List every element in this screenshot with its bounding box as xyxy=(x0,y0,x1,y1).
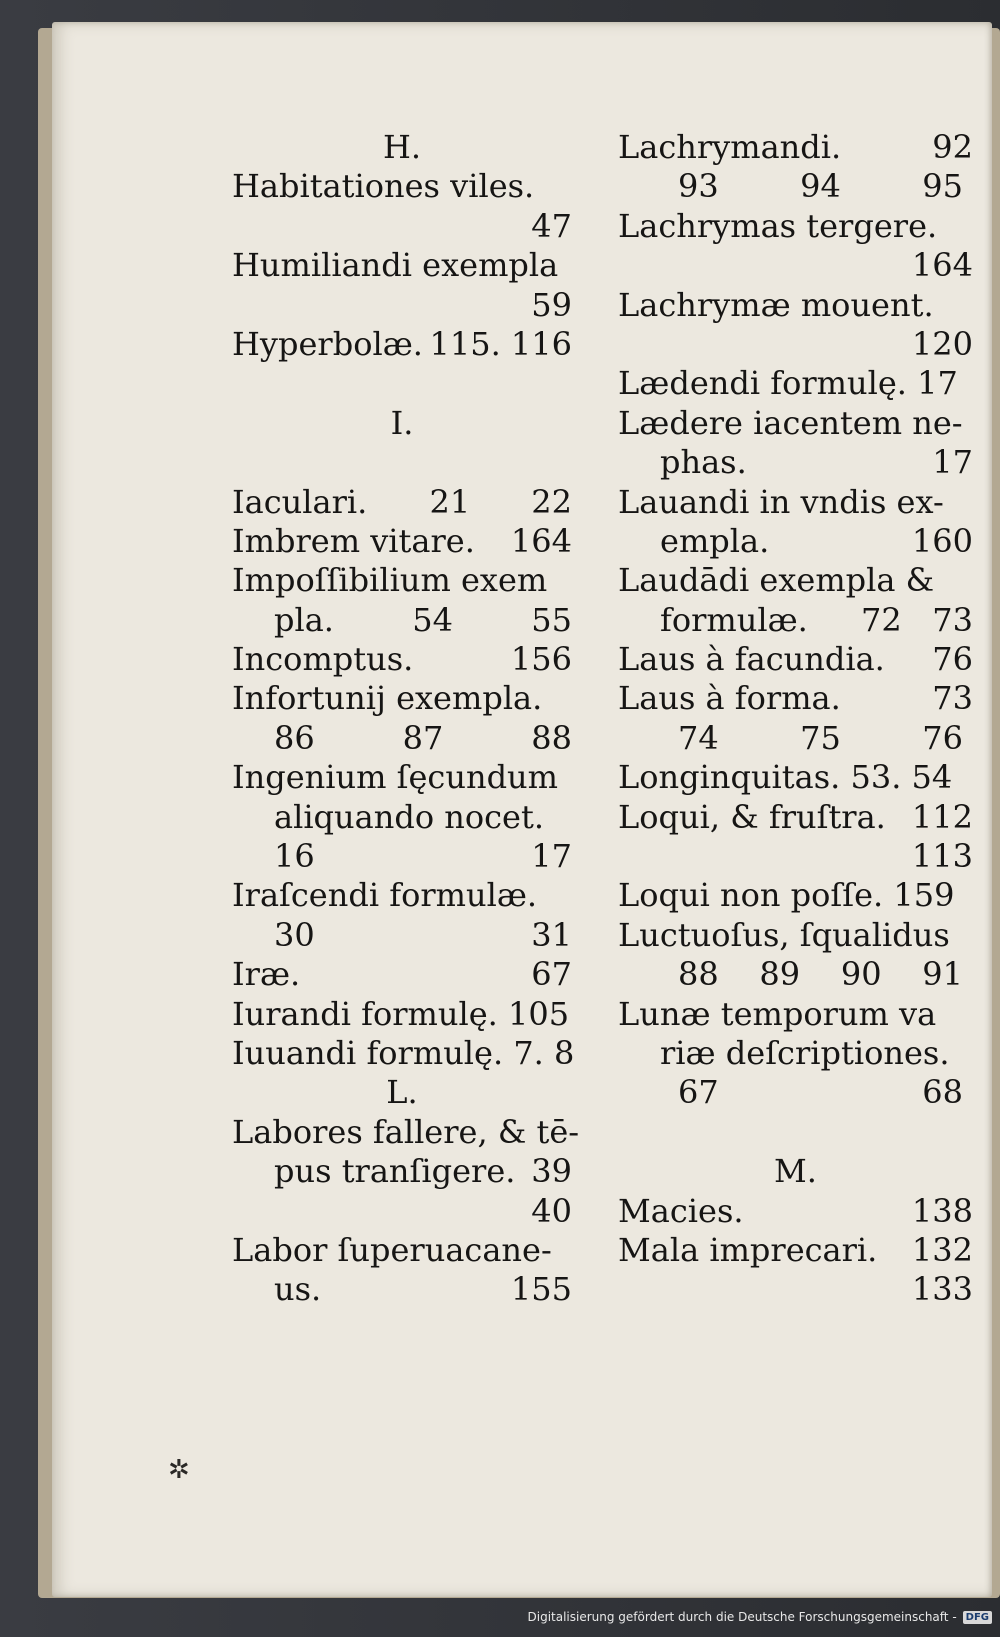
index-line xyxy=(232,325,572,364)
page-number: 92 xyxy=(932,128,973,166)
page-number: 138 xyxy=(911,1191,973,1230)
index-line xyxy=(232,1270,572,1309)
index-line xyxy=(232,522,572,561)
page-number: 87 xyxy=(402,718,444,757)
index-line xyxy=(232,758,572,797)
index-entry: Loqui, & fruſtra. xyxy=(618,797,886,836)
index-line xyxy=(232,286,572,325)
index-entry-continuation: formulæ. xyxy=(660,600,808,639)
index-line xyxy=(618,837,973,876)
index-entry: Imbrem vitare. xyxy=(232,521,475,560)
index-entry: Ingenium ſęcundum xyxy=(232,758,558,797)
page-number: 17 xyxy=(932,443,973,482)
page-number: 54 xyxy=(412,600,453,639)
index-entry: Macies. xyxy=(618,1191,744,1230)
index-entry: Iuuandi formulę. 7. 8 xyxy=(232,1033,575,1072)
index-entry: Lunæ temporum va xyxy=(618,994,937,1033)
index-entry-continuation: phas. xyxy=(660,443,747,482)
index-line xyxy=(618,601,973,640)
index-line xyxy=(618,483,973,522)
page-number: 74 xyxy=(678,718,719,757)
page-number: 164 xyxy=(911,246,973,285)
page-number: 55 xyxy=(531,600,572,639)
index-line xyxy=(232,1231,572,1270)
index-line xyxy=(618,1270,973,1309)
index-line xyxy=(232,916,572,955)
index-line xyxy=(618,1231,973,1270)
index-entry: Habitationes viles. xyxy=(232,167,535,206)
page-number: 39 xyxy=(531,1152,572,1191)
index-line xyxy=(618,364,973,403)
index-line xyxy=(618,522,973,561)
index-line xyxy=(618,995,973,1034)
page-number: 16 xyxy=(274,837,315,876)
index-entry: Longinquitas. 53. 54 xyxy=(618,758,953,797)
index-entry: Iaculari. xyxy=(232,482,368,521)
index-entry: Hyperbolæ. xyxy=(232,324,423,363)
index-line xyxy=(618,286,973,325)
page-number: 89 xyxy=(759,955,801,994)
index-line xyxy=(232,837,572,876)
index-line xyxy=(618,1034,973,1073)
index-line xyxy=(618,679,973,718)
index-line xyxy=(232,1073,572,1112)
index-line xyxy=(618,128,973,167)
page-number: 21 22 xyxy=(429,482,572,521)
index-line xyxy=(618,246,973,285)
page-number: 94 xyxy=(800,167,841,206)
page-number: 164 xyxy=(510,521,572,560)
index-line xyxy=(232,561,572,600)
page-number: 112 xyxy=(911,797,973,836)
section-letter: I. xyxy=(390,403,414,442)
ornament-icon: ✲ xyxy=(168,1455,190,1485)
page-number: 160 xyxy=(911,521,973,560)
page-number: 156 xyxy=(510,640,572,679)
index-entry-continuation: aliquando nocet. xyxy=(274,797,545,836)
page-number: 17 xyxy=(531,837,572,876)
blank-line xyxy=(232,364,572,403)
index-line xyxy=(232,719,572,758)
footer-text: Digitalisierung gefördert durch die Deutsche Forschungsgemeinschaft - xyxy=(527,1610,957,1624)
index-line xyxy=(232,207,572,246)
index-line xyxy=(618,443,973,482)
page-number: 76 xyxy=(922,718,963,757)
index-line xyxy=(232,601,572,640)
page-number: 88 xyxy=(531,718,572,757)
index-column-left xyxy=(232,128,580,1310)
page-number: 68 xyxy=(922,1073,963,1112)
page-number: 115. 116 xyxy=(429,324,572,363)
index-entry: Iræ. xyxy=(232,955,301,994)
blank-line xyxy=(232,443,572,482)
index-entry: Lachrymas tergere. xyxy=(618,206,938,245)
index-line xyxy=(618,798,973,837)
page-number: 30 xyxy=(274,915,315,954)
page-number: 59 xyxy=(531,285,572,324)
index-line xyxy=(232,955,572,994)
page-number: 91 xyxy=(922,955,963,994)
index-line xyxy=(618,1152,973,1191)
index-entry-continuation: riæ deſcriptiones. xyxy=(660,1033,950,1072)
blank-line xyxy=(618,1113,973,1152)
page-number: 113 xyxy=(911,837,973,876)
index-entry-continuation: us. xyxy=(274,1270,322,1309)
page-number: 133 xyxy=(911,1270,973,1309)
index-line xyxy=(232,1112,580,1152)
page-number: 120 xyxy=(911,324,973,363)
index-entry: Lachrymandi. xyxy=(618,128,842,166)
page-number: 67 xyxy=(678,1073,719,1112)
page-number: 76 xyxy=(932,640,973,679)
index-line xyxy=(618,719,973,758)
page-number: 47 xyxy=(531,206,572,245)
index-entry: Laudādi exempla & xyxy=(618,561,935,600)
index-entry: Humiliandi exempla xyxy=(232,246,559,285)
page-number: 31 xyxy=(531,915,572,954)
index-entry: Laus à facundia. xyxy=(618,640,885,679)
page-number: 75 xyxy=(800,718,841,757)
page-number: 67 xyxy=(531,955,572,994)
index-entry-continuation: empla. xyxy=(660,521,770,560)
index-entry: Lachrymæ mouent. xyxy=(618,285,934,324)
section-letter: L. xyxy=(386,1073,418,1112)
page-number: 40 xyxy=(531,1191,572,1230)
index-entry: Luctuoſus, ſqualidus xyxy=(618,915,950,954)
index-line xyxy=(232,128,572,167)
index-line xyxy=(618,640,973,679)
index-line xyxy=(232,679,572,718)
section-letter: H. xyxy=(382,128,422,166)
index-line xyxy=(232,798,572,837)
index-entry: Laus à forma. xyxy=(618,679,841,718)
index-line xyxy=(232,1152,572,1191)
index-line xyxy=(232,246,572,285)
page-number: 88 xyxy=(678,955,719,994)
index-entry: Incomptus. xyxy=(232,640,414,679)
index-line xyxy=(232,1192,572,1231)
index-entry: Loqui non poſſe. 159 xyxy=(618,876,955,915)
index-entry: Lædere iacentem ne- xyxy=(618,403,963,442)
section-letter: M. xyxy=(774,1152,817,1191)
index-entry: Labores fallere, & tē- xyxy=(232,1112,580,1151)
page-number: 86 xyxy=(274,718,315,757)
page-number: 90 xyxy=(840,955,882,994)
index-line xyxy=(618,325,973,364)
index-entry: Infortunij exempla. xyxy=(232,679,543,718)
index-line xyxy=(618,167,973,206)
dfg-logo: DFG xyxy=(963,1611,992,1624)
index-line xyxy=(618,404,973,443)
index-line xyxy=(232,995,572,1034)
index-line xyxy=(618,561,973,600)
index-entry-continuation: pus tranſigere. xyxy=(274,1152,516,1191)
page-number: 132 xyxy=(911,1230,973,1269)
index-line xyxy=(618,916,973,955)
page-number: 95 xyxy=(922,167,963,206)
index-entry: Mala imprecari. xyxy=(618,1230,878,1269)
index-line xyxy=(618,758,973,797)
index-entry: Labor ſuperuacane- xyxy=(232,1230,552,1269)
index-entry: Iraſcendi formulæ. xyxy=(232,876,538,915)
page-number: 73 xyxy=(932,679,973,718)
index-entry: Iurandi formulę. 105 xyxy=(232,994,570,1033)
index-column-right xyxy=(618,128,973,1310)
index-line xyxy=(232,404,572,443)
index-entry: Impoſſibilium exem xyxy=(232,561,548,600)
page-number: 93 xyxy=(678,167,719,206)
index-line xyxy=(618,1192,973,1231)
index-line xyxy=(618,1073,973,1112)
index-line xyxy=(232,167,572,206)
index-entry: Lædendi formulę. 17 xyxy=(618,364,958,403)
index-line xyxy=(232,640,572,679)
index-line xyxy=(618,207,973,246)
index-line xyxy=(232,1033,575,1073)
digitization-footer xyxy=(528,1600,993,1634)
index-line xyxy=(618,876,973,915)
index-entry: Lauandi in vndis ex- xyxy=(618,482,944,521)
index-line xyxy=(618,955,973,994)
page-number: 155 xyxy=(510,1270,572,1309)
page-number: pla. xyxy=(274,600,334,639)
page-number: 72 73 xyxy=(861,600,973,639)
index-line xyxy=(232,876,572,915)
index-line xyxy=(232,483,572,522)
